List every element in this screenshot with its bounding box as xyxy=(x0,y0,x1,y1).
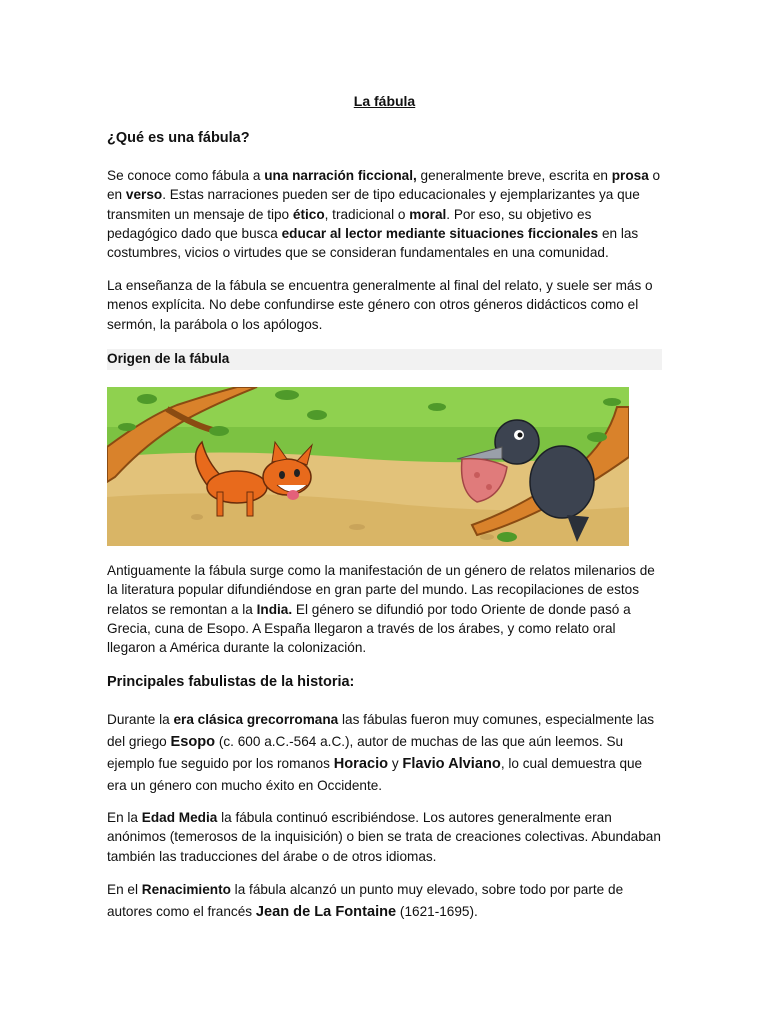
paragraph-origen: Antiguamente la fábula surge como la manifestación de un género de relatos milenarios de la literatura popular difundiéndose en gran parte del mundo. Las recopilaciones de estos relatos se remontan a la India. El género se difundió por todo Oriente de donde pasó a Grecia, cuna de Esopo. A España llegaron a través de los árabes, y como relato oral llegaron a América durante la colonización. xyxy=(107,563,655,656)
paragraph-renacimiento: En el Renacimiento la fábula alcanzó un punto muy elevado, sobre todo por parte de autores como el francés Jean de La Fontaine (1621-1695). xyxy=(107,882,624,920)
heading-que-es: ¿Qué es una fábula? xyxy=(107,130,250,146)
page-title: La fábula xyxy=(353,93,416,109)
fox-crow-illustration xyxy=(107,387,629,546)
paragraph-era-clasica: Durante la era clásica grecorromana las fábulas fueron muy comunes, especialmente las del griego Esopo (c. 600 a.C.-564 a.C.), autor de muchas de las que aún leemos. Su ejemplo fue seguido por los romanos Horacio y Flavio Alviano, lo cual demuestra que era un género con mucho éxito en Occidente. xyxy=(107,712,655,793)
heading-origen: Origen de la fábula xyxy=(107,351,230,366)
paragraph-edad-media: En la Edad Media la fábula continuó escribiéndose. Los autores generalmente eran anónimos (temerosos de la inquisición) o bien se trata de creaciones colectivas. Abundaban también las traducciones del árabe o de otros idiomas. xyxy=(107,810,661,864)
heading-origen-band xyxy=(107,349,662,370)
paragraph-definicion: Se conoce como fábula a una narración ficcional, generalmente breve, escrita en prosa o en verso. Estas narraciones pueden ser de tipo educacionales y ejemplarizantes ya que transmiten un mensaje de tipo ético, tradicional o moral. Por eso, su objetivo es pedagógico dado que busca educar al lector mediante situaciones ficcionales en las costumbres, vicios o virtudes que se consideran fundamentales en una comunidad. xyxy=(107,168,661,261)
heading-fabulistas: Principales fabulistas de la historia: xyxy=(107,674,355,690)
paragraph-ensenanza: La enseñanza de la fábula se encuentra generalmente al final del relato, y suele ser más o menos explícita. No debe confundirse este género con otros géneros didácticos como el sermón, la parábola o los apólogos. xyxy=(107,278,653,332)
